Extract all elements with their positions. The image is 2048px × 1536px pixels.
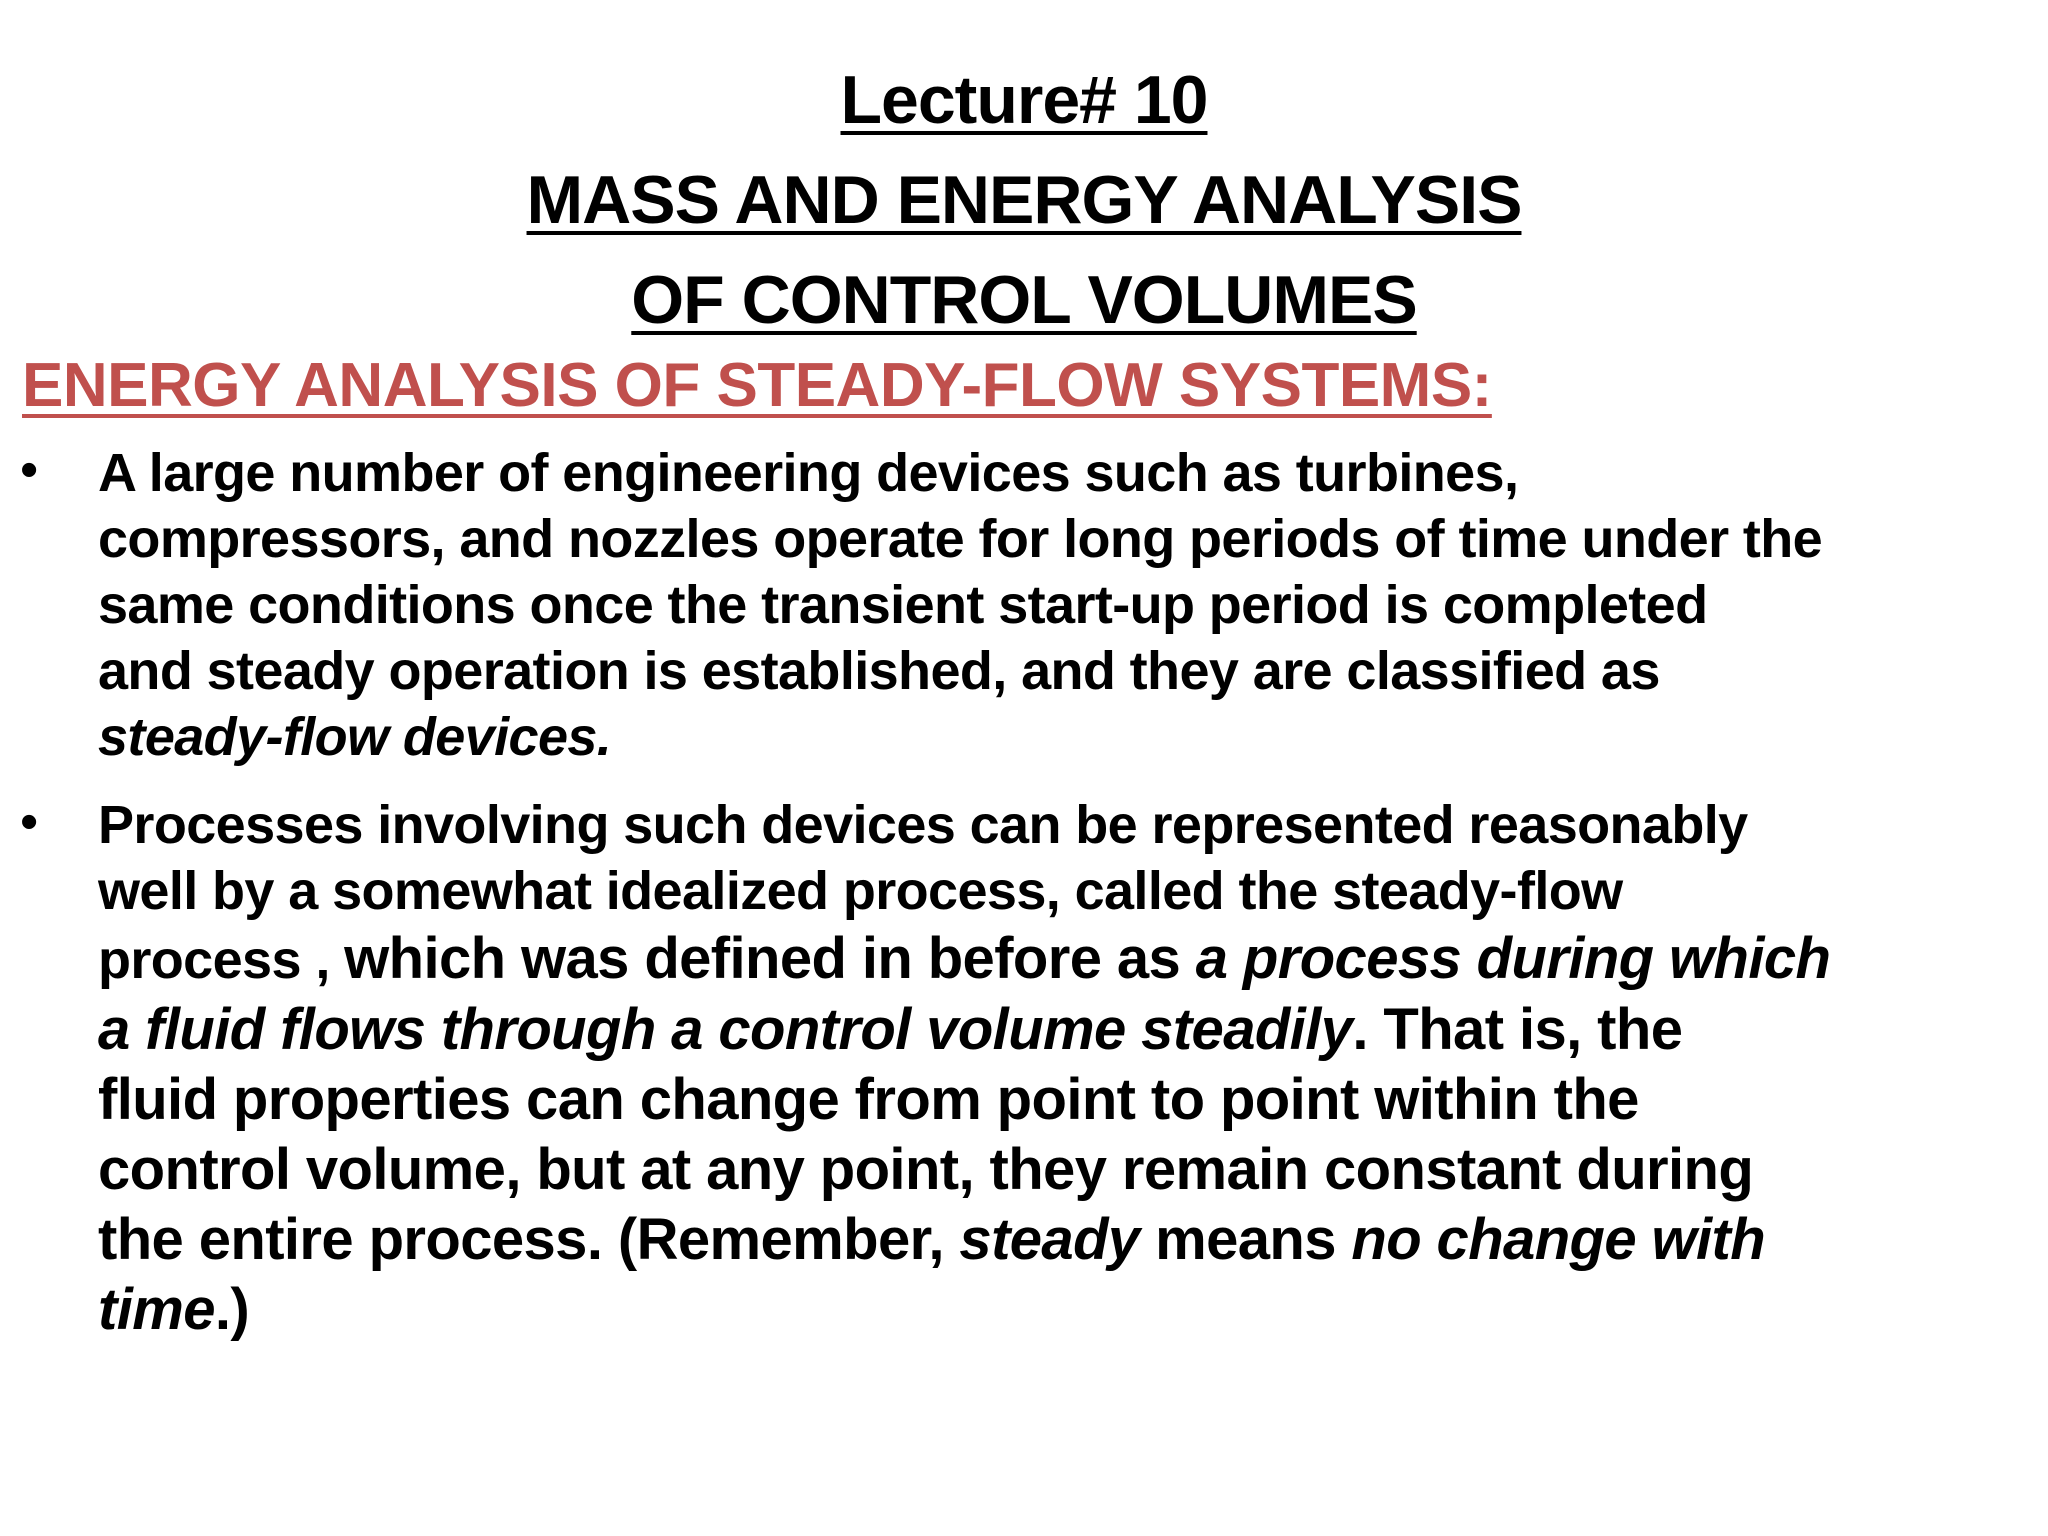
- bullet-marker: •: [20, 793, 39, 851]
- bullet-2-line: control volume, but at any point, they remain constant during: [98, 1137, 1754, 1202]
- slide-title: [0, 50, 2048, 350]
- bullet-2-line: [98, 1275, 1940, 1345]
- bullet-2-fragment-italic: no change with: [1351, 1207, 1766, 1272]
- bullet-2-fragment-italic: time: [98, 1277, 215, 1342]
- bullet-list: [0, 440, 2048, 1345]
- bullet-2-line: [98, 995, 1940, 1065]
- section-heading: ENERGY ANALYSIS OF STEADY-FLOW SYSTEMS:: [22, 351, 1492, 420]
- bullet-2-fragment-italic: a process during which: [1195, 926, 1831, 991]
- title-line-1: Lecture# 10: [840, 62, 1208, 138]
- bullet-1-line: and steady operation is established, and they are classified as: [98, 641, 1660, 701]
- bullet-2-fragment: the entire process. (Remember,: [98, 1207, 960, 1272]
- bullet-2-line: [98, 1205, 1940, 1275]
- bullet-2-line: fluid properties can change from point to point within the: [98, 1067, 1639, 1132]
- bullet-1-line-italic: steady-flow devices.: [98, 707, 612, 767]
- bullet-2-line: [98, 924, 1940, 995]
- bullet-2-fragment: .): [214, 1277, 250, 1342]
- bullet-item-1: [0, 440, 1940, 770]
- bullet-2-fragment: . That is, the: [1352, 997, 1683, 1062]
- bullet-2-fragment-italic: steady: [959, 1207, 1140, 1272]
- bullet-2-fragment: which was defined in before as: [344, 926, 1196, 991]
- bullet-2-text: [98, 792, 1940, 1345]
- title-line-2: MASS AND ENERGY ANALYSIS: [526, 162, 1522, 238]
- bullet-2-fragment: process ,: [98, 930, 345, 990]
- bullet-1-line: same conditions once the transient start-up period is completed: [98, 575, 1708, 635]
- bullet-1-text: [98, 440, 1940, 770]
- bullet-marker: •: [20, 441, 39, 499]
- bullet-2-line: well by a somewhat idealized process, called the steady-flow: [98, 861, 1623, 921]
- bullet-1-line: compressors, and nozzles operate for long periods of time under the: [98, 509, 1823, 569]
- bullet-2-fragment: means: [1139, 1207, 1352, 1272]
- bullet-2-fragment-italic: a fluid flows through a control volume steadily: [98, 997, 1353, 1062]
- bullet-2-line: Processes involving such devices can be represented reasonably: [98, 795, 1748, 855]
- bullet-1-line: A large number of engineering devices such as turbines,: [98, 443, 1519, 503]
- bullet-item-2: [0, 792, 1940, 1345]
- title-line-3: OF CONTROL VOLUMES: [631, 262, 1417, 338]
